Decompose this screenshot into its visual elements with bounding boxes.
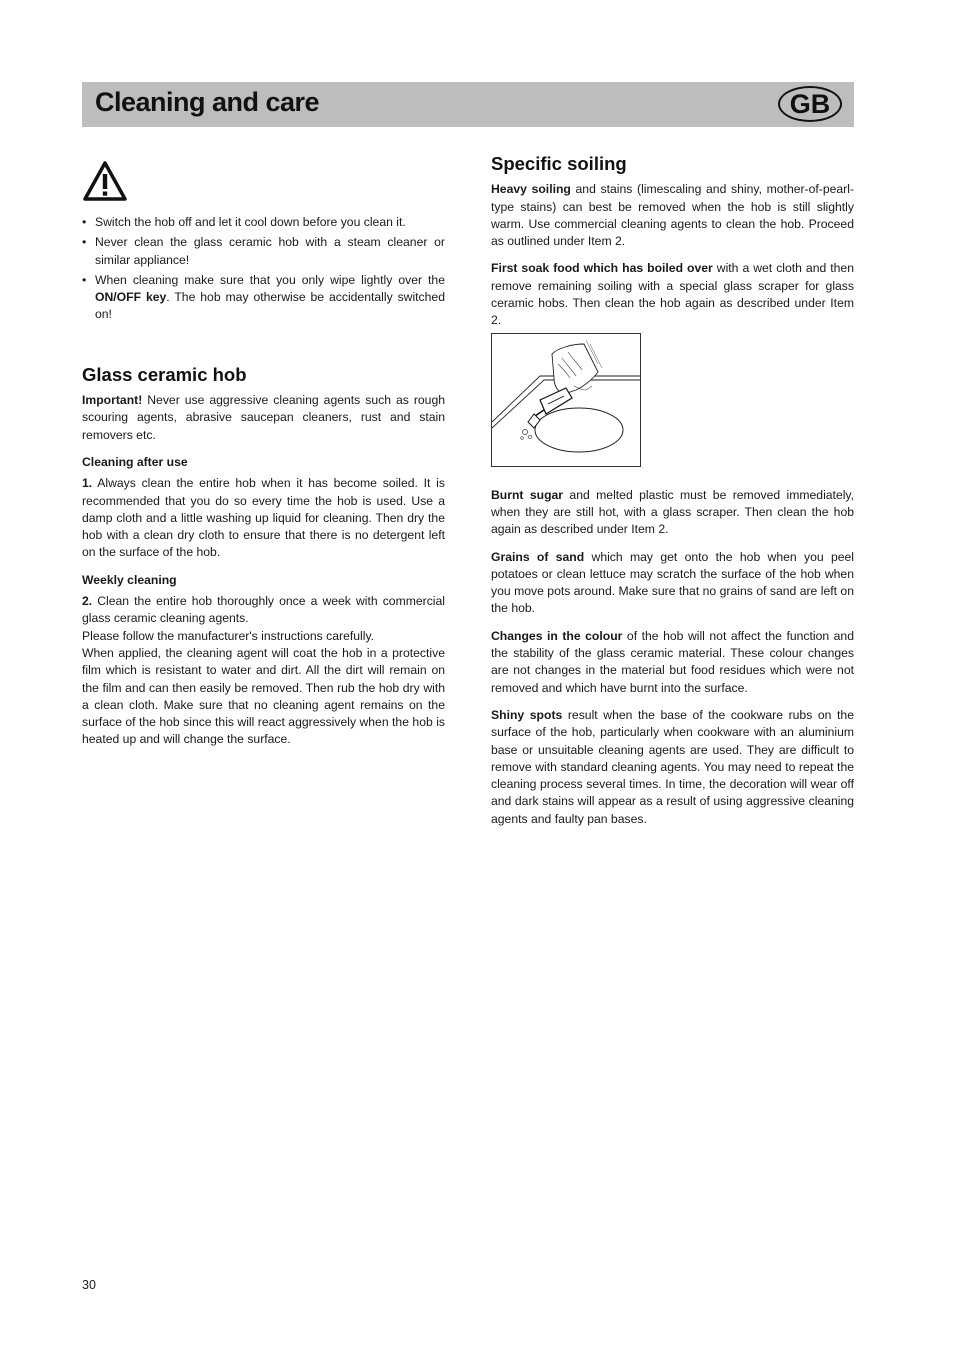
warning-text: When cleaning make sure that you only wipe lightly over the [95, 272, 445, 287]
shiny-spots-label: Shiny spots [491, 707, 563, 722]
colour-changes-paragraph [491, 628, 854, 697]
list-item [82, 214, 445, 231]
right-column [491, 155, 854, 838]
paragraph-text: which may get onto the hob when you peel potatoes or clean lettuce may scratch the surface of the hob when you move pots around. Make sure that no grains of sand are left on the hob. [491, 549, 854, 616]
warning-triangle-icon [82, 160, 128, 202]
list-item [82, 272, 445, 324]
left-column [82, 160, 445, 759]
section-header-bar [82, 82, 854, 127]
cleaning-after-use-heading: Cleaning after use [82, 454, 188, 469]
paragraph-text: Clean the entire hob thoroughly once a week with commercial glass ceramic cleaning agents. [82, 594, 445, 626]
protective-film-paragraph: When applied, the cleaning agent will coat the hob in a protective film which is resistant to water and dirt. All the dirt will remain on the film and can then easily be removed. Then rub the hob dry with a clean cloth. Make sure that no cleaning agent remains on the surface of the hob since this will react aggressively when the hob is heated up and will change the surface. [82, 645, 445, 747]
glass-ceramic-section [82, 363, 445, 749]
grains-of-sand-paragraph [491, 549, 854, 618]
soak-food-label: First soak food which has boiled over [491, 261, 713, 276]
warning-text: . The hob may otherwise be accidentally switched on! [95, 290, 445, 322]
safety-warning-list [82, 214, 445, 324]
shiny-spots-paragraph [491, 707, 854, 828]
page-title: Cleaning and care [95, 87, 320, 117]
weekly-cleaning-heading: Weekly cleaning [82, 572, 177, 587]
hand-scraper-drawing [492, 334, 640, 466]
list-item [82, 234, 445, 269]
item-number: 2. [82, 594, 93, 609]
grains-of-sand-label: Grains of sand [491, 549, 585, 564]
important-text: Never use aggressive cleaning agents such as rough scouring agents, abrasive saucepan cleaners, rust and stain removers etc. [82, 393, 445, 442]
cleaning-after-use-paragraph [82, 475, 445, 561]
paragraph-text: Always clean the entire hob when it has become soiled. It is recommended that you do so every time the hob is used. Use a damp cloth and a little washing up liquid for cleaning. Then dry the hob with a clean dry cloth to ensure that there is no detergent left on the surface of the hob. [82, 476, 445, 560]
page-number: 30 [82, 1278, 96, 1292]
burnt-sugar-label: Burnt sugar [491, 487, 564, 502]
manufacturer-instructions-paragraph: Please follow the manufacturer's instructions carefully. [82, 628, 375, 643]
weekly-cleaning-paragraph [82, 593, 445, 628]
paragraph-text: and melted plastic must be removed immediately, when they are still hot, with a glass scraper. Then clean the hob again as described under Item 2. [491, 487, 854, 537]
soak-food-paragraph [491, 260, 854, 329]
scraper-illustration [491, 333, 641, 467]
paragraph-text: of the hob will not affect the function and the stability of the glass ceramic material. These colour changes are not changes in the material but food residues which were not removed and which have burnt into the surface. [491, 628, 854, 695]
burnt-sugar-paragraph [491, 487, 854, 539]
language-badge: GB [778, 86, 842, 122]
colour-changes-label: Changes in the colour [491, 628, 623, 643]
heavy-soiling-paragraph [491, 181, 854, 250]
glass-ceramic-heading: Glass ceramic hob [82, 363, 247, 385]
important-paragraph [82, 392, 445, 444]
warning-text: Never clean the glass ceramic hob with a steam cleaner or similar appliance! [95, 235, 445, 267]
specific-soiling-heading: Specific soiling [491, 153, 627, 174]
important-label: Important! [82, 393, 143, 408]
paragraph-text: and stains (limescaling and shiny, mother-of-pearl-type stains) can best be removed when the hob is still slightly warm. Use commercial cleaning agents to clean the hob. Proceed as outlined under Item 2. [491, 182, 855, 249]
paragraph-text: result when the base of the cookware rubs on the surface of the hob, particularly when cookware with an aluminium base or unsuitable cleaning agents are used. They are difficult to remove with standard cleaning agents. You may need to repeat the cleaning process several times. In time, the decoration will wear off and dark stains will appear as a result of using aggressive cleaning agents and faulty pan bases. [491, 707, 854, 826]
paragraph-text: with a wet cloth and then remove remaining soiling with a special glass scraper for glass ceramic hobs. Then clean the hob again as described under Item 2. [491, 261, 854, 328]
warning-text: Switch the hob off and let it cool down before you clean it. [95, 215, 406, 229]
on-off-key-label: ON/OFF key [95, 290, 167, 305]
heavy-soiling-label: Heavy soiling [491, 182, 571, 197]
item-number: 1. [82, 476, 93, 491]
